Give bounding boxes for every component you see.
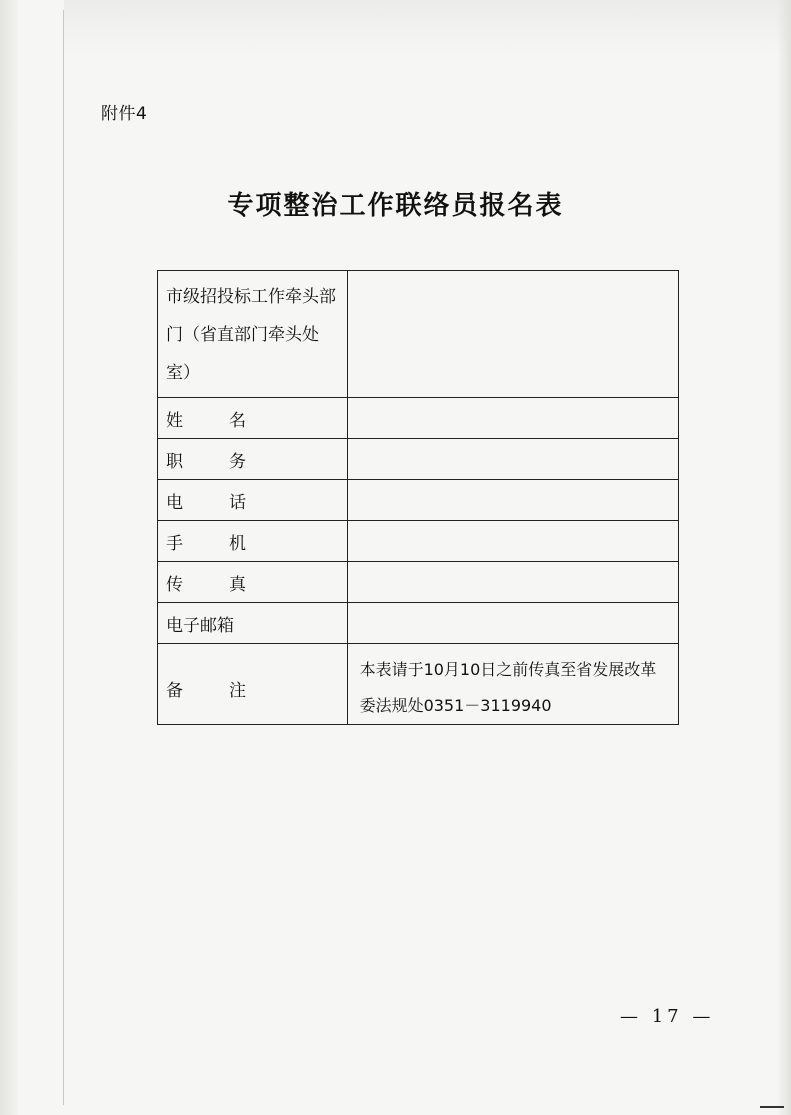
department-label-cell — [158, 271, 348, 398]
scan-binding-edge — [0, 0, 18, 1115]
table-row-position — [158, 439, 679, 480]
fax-value-cell[interactable] — [347, 562, 678, 603]
table-row-fax — [158, 562, 679, 603]
remarks-label-cell — [158, 644, 348, 725]
remarks-text: 本表请于10月10日之前传真至省发展改革委法规处0351－3119940 — [359, 660, 657, 715]
attachment-label: 附件4 — [101, 104, 148, 124]
position-value-cell[interactable] — [347, 439, 678, 480]
position-label: 职 务 — [166, 451, 246, 472]
phone-label-cell — [158, 480, 348, 521]
fax-label: 传 真 — [166, 574, 246, 595]
page-number: — 17 — — [620, 1006, 715, 1027]
name-value-cell[interactable] — [347, 398, 678, 439]
table-row-phone — [158, 480, 679, 521]
table-row-remarks — [158, 644, 679, 725]
phone-value-cell[interactable] — [347, 480, 678, 521]
department-value-cell[interactable] — [347, 271, 678, 398]
table-row-name — [158, 398, 679, 439]
email-label-cell — [158, 603, 348, 644]
scan-right-edge — [777, 0, 791, 1115]
margin-rule — [63, 10, 64, 1105]
phone-label: 电 话 — [166, 492, 246, 513]
name-label: 姓 名 — [166, 410, 246, 431]
page-title: 专项整治工作联络员报名表 — [227, 191, 564, 221]
mobile-label: 手 机 — [166, 533, 246, 554]
table-row-email — [158, 603, 679, 644]
name-label-cell — [158, 398, 348, 439]
email-value-cell[interactable] — [347, 603, 678, 644]
mobile-label-cell — [158, 521, 348, 562]
position-label-cell — [158, 439, 348, 480]
remarks-value-cell — [347, 644, 678, 725]
mobile-value-cell[interactable] — [347, 521, 678, 562]
scan-top-shade — [64, 0, 791, 55]
fax-label-cell — [158, 562, 348, 603]
registration-form-table — [157, 270, 679, 725]
table-row-department — [158, 271, 679, 398]
table-row-mobile — [158, 521, 679, 562]
remarks-label: 备 注 — [166, 680, 246, 701]
scan-corner-mark — [760, 1106, 784, 1108]
department-label: 市级招投标工作牵头部门（省直部门牵头处室） — [166, 287, 336, 383]
email-label: 电子邮箱 — [166, 615, 234, 636]
